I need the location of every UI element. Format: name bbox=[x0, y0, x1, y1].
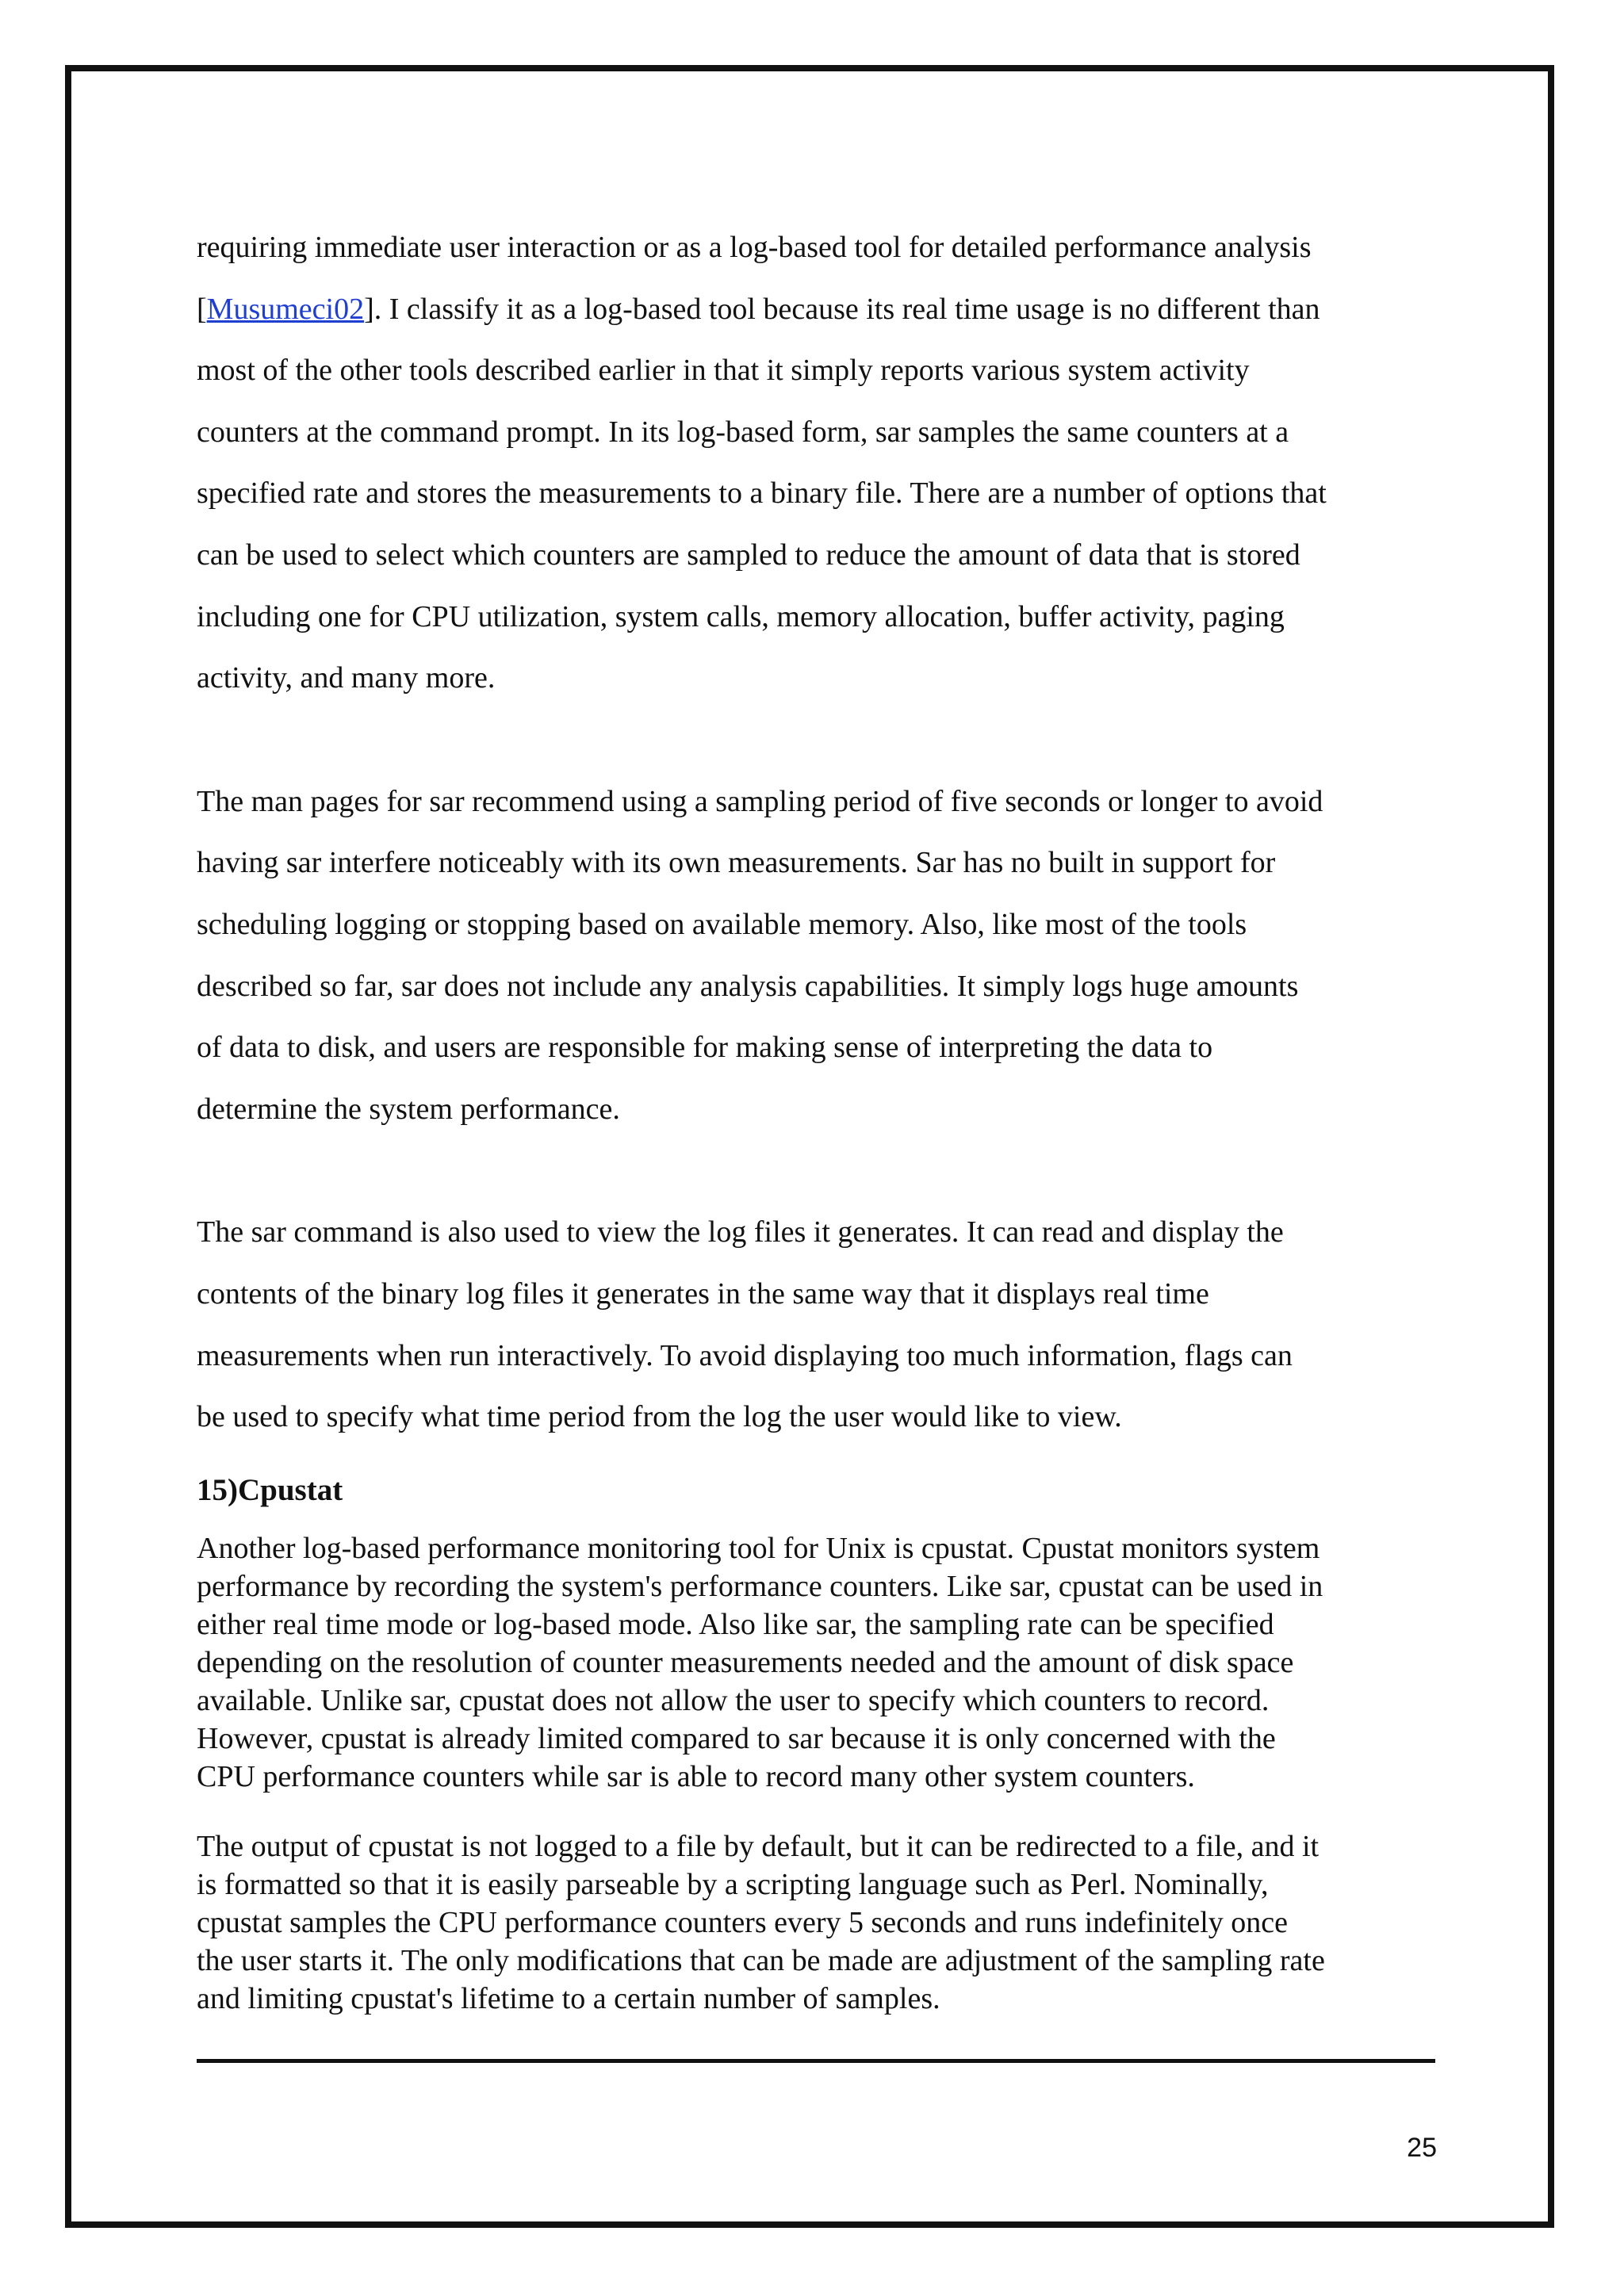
text-line: The output of cpustat is not logged to a file by default, but it can be redirected to a file, and it bbox=[197, 1829, 1320, 1863]
citation-link-musumeci02[interactable]: Musumeci02 bbox=[206, 292, 365, 326]
text-line: contents of the binary log files it generates in the same way that it displays real time bbox=[197, 1276, 1209, 1311]
text-line: requiring immediate user interaction or as a log-based tool for detailed performance analysis bbox=[197, 231, 1312, 264]
text-line: including one for CPU utilization, system calls, memory allocation, buffer activity, paging bbox=[197, 599, 1285, 633]
text-line: can be used to select which counters are sampled to reduce the amount of data that is stored bbox=[197, 538, 1300, 572]
text-line: depending on the resolution of counter measurements needed and the amount of disk space bbox=[197, 1645, 1294, 1679]
text-line bbox=[197, 279, 1435, 341]
paragraph-sar-viewing bbox=[197, 1202, 1435, 1448]
text-line: activity, and many more. bbox=[197, 661, 496, 695]
text-segment: ]. I classify it as a log-based tool because its real time usage is no different than bbox=[364, 292, 1320, 326]
text-line: most of the other tools described earlier in that it simply reports various system activity bbox=[197, 354, 1250, 388]
paragraph-sar-logging bbox=[197, 217, 1435, 710]
text-line: CPU performance counters while sar is able to record many other system counters. bbox=[197, 1759, 1195, 1793]
text-line: Another log-based performance monitoring tool for Unix is cpustat. Cpustat monitors system bbox=[197, 1531, 1320, 1565]
text-line: measurements when run interactively. To avoid displaying too much information, flags can bbox=[197, 1338, 1293, 1372]
page-content bbox=[197, 217, 1435, 2018]
text-line: and limiting cpustat's lifetime to a certain number of samples. bbox=[197, 1981, 940, 2015]
text-line: cpustat samples the CPU performance counters every 5 seconds and runs indefinitely once bbox=[197, 1905, 1289, 1939]
text-line: described so far, sar does not include any analysis capabilities. It simply logs huge amounts bbox=[197, 969, 1299, 1003]
paragraph-cpustat-output bbox=[197, 1827, 1435, 2018]
text-line: counters at the command prompt. In its log-based form, sar samples the same counters at a bbox=[197, 415, 1289, 449]
text-line: scheduling logging or stopping based on available memory. Also, like most of the tools bbox=[197, 907, 1247, 941]
text-line: The man pages for sar recommend using a sampling period of five seconds or longer to avoid bbox=[197, 784, 1323, 818]
text-line: determine the system performance. bbox=[197, 1092, 620, 1126]
text-line: either real time mode or log-based mode. Also like sar, the sampling rate can be specified bbox=[197, 1607, 1274, 1641]
text-line: of data to disk, and users are responsible for making sense of interpreting the data to bbox=[197, 1031, 1213, 1065]
paragraph-sar-sampling bbox=[197, 771, 1435, 1141]
section-heading: 15)Cpustat bbox=[197, 1472, 343, 1507]
text-line: available. Unlike sar, cpustat does not allow the user to specify which counters to record. bbox=[197, 1683, 1270, 1717]
text-line: is formatted so that it is easily parseable by a scripting language such as Perl. Nominally, bbox=[197, 1867, 1269, 1901]
text-line: be used to specify what time period from the log the user would like to view. bbox=[197, 1400, 1122, 1434]
footer-rule bbox=[197, 2059, 1435, 2063]
text-line: specified rate and stores the measurements to a binary file. There are a number of options that bbox=[197, 476, 1327, 511]
page-number: 25 bbox=[1407, 2133, 1437, 2163]
paragraph-cpustat-overview bbox=[197, 1529, 1435, 1796]
text-line: performance by recording the system's performance counters. Like sar, cpustat can be used in bbox=[197, 1569, 1323, 1603]
text-line: the user starts it. The only modifications that can be made are adjustment of the sampling rate bbox=[197, 1943, 1325, 1977]
citation-bracket-open: [ bbox=[197, 292, 207, 326]
text-line: The sar command is also used to view the log files it generates. It can read and display the bbox=[197, 1215, 1284, 1249]
text-line: However, cpustat is already limited compared to sar because it is only concerned with the bbox=[197, 1721, 1276, 1755]
text-line: having sar interfere noticeably with its own measurements. Sar has no built in support for bbox=[197, 846, 1276, 880]
